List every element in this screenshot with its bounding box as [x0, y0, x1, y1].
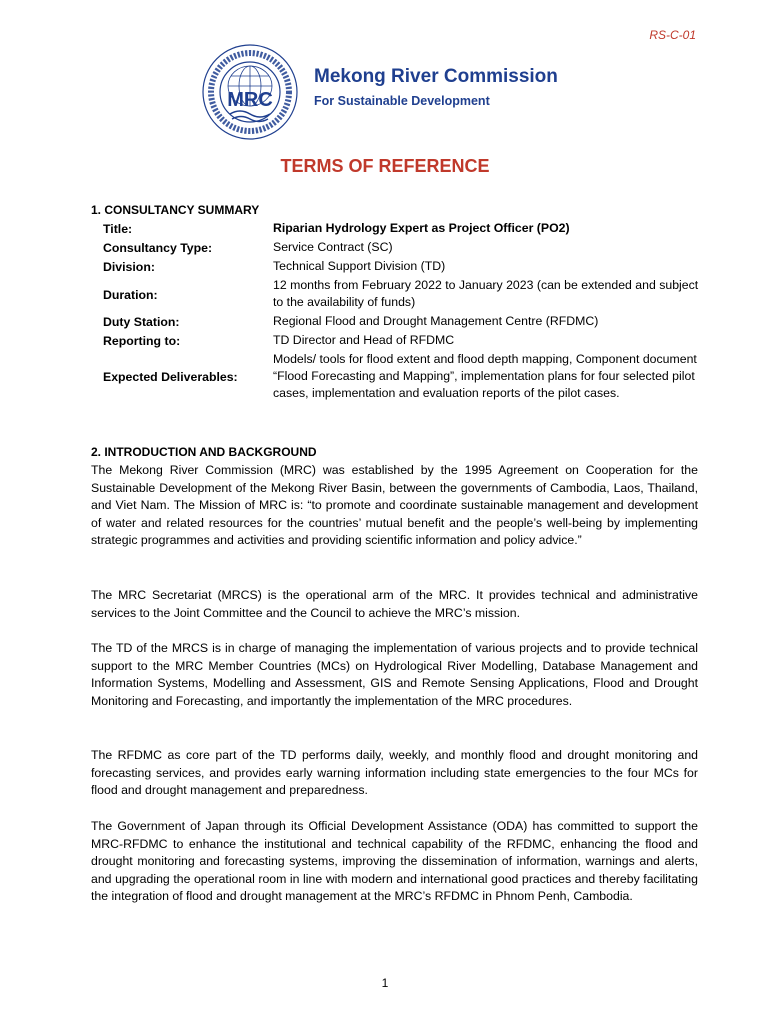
- summary-value: Service Contract (SC): [273, 240, 393, 254]
- section-heading-introduction: 2. INTRODUCTION AND BACKGROUND: [91, 445, 317, 459]
- mrc-seal-icon: [200, 42, 300, 142]
- page-number: 1: [381, 976, 389, 990]
- seal-text: MRC: [227, 89, 273, 111]
- summary-label: Reporting to:: [103, 334, 181, 348]
- summary-label: Duty Station:: [103, 315, 180, 329]
- paragraph: The Government of Japan through its Official Development Assistance (ODA) has committed to support the MRC-RFDMC to enhance the institutional and technical capability of the RFDMC, enhancing the flood and drought monitoring and forecasting systems, improving the dissemination of information, warnings and alerts, and upgrading the operational room in line with modern and international good practices and thereby facilitating the integration of flood and drought management at the MRC’s RFDMC in Phnom Penh, Cambodia.: [91, 819, 698, 903]
- paragraph: The MRC Secretariat (MRCS) is the operational arm of the MRC. It provides technical and administrative services to the Joint Committee and the Council to achieve the MRC’s mission.: [91, 588, 698, 620]
- paragraph: The RFDMC as core part of the TD performs daily, weekly, and monthly flood and drought monitoring and forecasting services, and provides early warning information including state emergencies to the four MCs for flood and drought management and preparedness.: [91, 748, 698, 797]
- table-row: [103, 258, 703, 277]
- organization-tagline: For Sustainable Development: [314, 94, 490, 108]
- table-row: [103, 277, 703, 313]
- mrc-logo: [200, 42, 600, 142]
- document-title: TERMS OF REFERENCE: [280, 156, 490, 176]
- summary-value: Technical Support Division (TD): [273, 259, 446, 273]
- section-heading-summary: 1. CONSULTANCY SUMMARY: [91, 203, 260, 217]
- paragraph: The Mekong River Commission (MRC) was established by the 1995 Agreement on Cooperation for the Sustainable Development of the Mekong River Basin, between the governments of Cambodia, Laos, Thailand, and Viet Nam. The Mission of MRC is: “to promote and coordinate sustainable management and development of water and related resources for the countries’ mutual benefit and the people’s well-being by implementing strategic programmes and activities and providing scientific information and policy advice.”: [91, 463, 698, 547]
- summary-value: Regional Flood and Drought Management Centre (RFDMC): [273, 314, 599, 328]
- document-code: RS-C-01: [649, 28, 696, 42]
- summary-label: Consultancy Type:: [103, 241, 213, 255]
- table-row: [103, 351, 703, 404]
- summary-label: Title:: [103, 222, 133, 236]
- summary-value: TD Director and Head of RFDMC: [273, 333, 455, 347]
- summary-value: Riparian Hydrology Expert as Project Officer (PO2): [273, 221, 570, 235]
- consultancy-summary-table: [103, 220, 703, 404]
- table-row: [103, 332, 703, 351]
- summary-label: Expected Deliverables:: [103, 370, 238, 384]
- organization-name: Mekong River Commission: [314, 66, 558, 87]
- summary-label: Duration:: [103, 287, 158, 302]
- summary-value: 12 months from February 2022 to January 2023 (can be extended and subject to the availability of funds): [273, 278, 699, 309]
- summary-value: Models/ tools for flood extent and flood depth mapping, Component document “Flood Forecasting and Mapping”, implementation plans for four selected pilot cases, implementation and evaluation reports of the pilot cases.: [273, 352, 697, 400]
- table-row: [103, 220, 703, 239]
- paragraph: The TD of the MRCS is in charge of managing the implementation of various projects and to provide technical support to the MRC Member Countries (MCs) on Hydrological River Modelling, Database Management and Information Systems, Modelling and Assessment, GIS and Remote Sensing Applications, Flood and Drought Monitoring and Forecasting, and importantly the implementation of the MRC procedures.: [91, 641, 698, 708]
- summary-label: Division:: [103, 260, 155, 274]
- table-row: [103, 313, 703, 332]
- table-row: [103, 239, 703, 258]
